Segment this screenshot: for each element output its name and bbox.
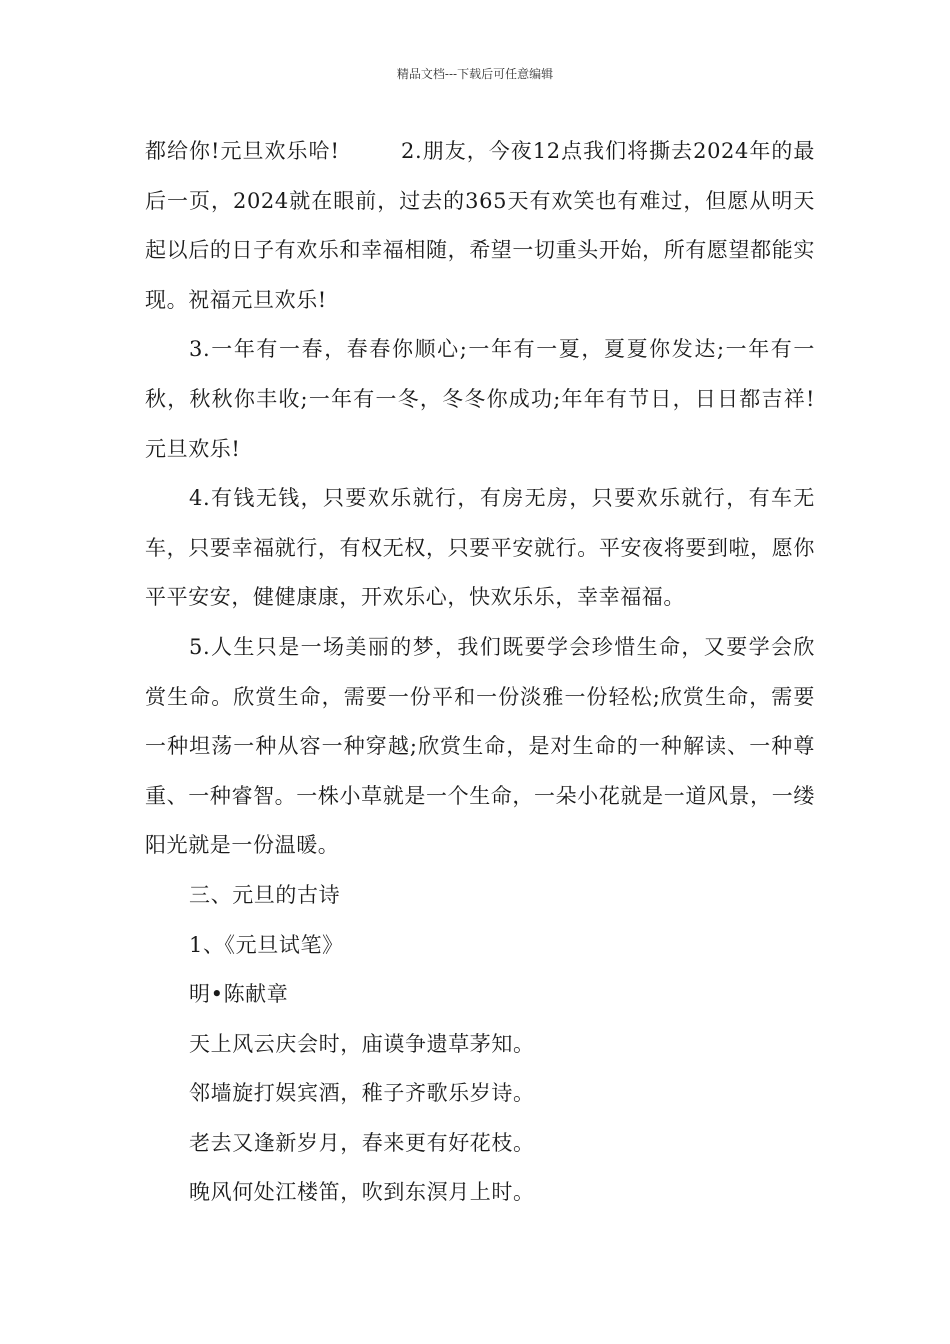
paragraph-continuation: 都给你!元旦欢乐哈! 2.朋友，今夜12点我们将撕去2024年的最后一页，2024就在眼前，过去的365天有欢笑也有难过，但愿从明天起以后的日子有欢乐和幸福相随，希望一切重头开始，所有愿望都能实现。祝福元旦欢乐!: [145, 139, 815, 312]
paragraph-greeting-5: 5.人生只是一场美丽的梦，我们既要学会珍惜生命，又要学会欣赏生命。欣赏生命，需要一份平和一份淡雅一份轻松;欣赏生命，需要一种坦荡一种从容一种穿越;欣赏生命，是对生命的一种解读、一种尊重、一种睿智。一株小草就是一个生命，一朵小花就是一道风景，一缕阳光就是一份温暖。: [145, 634, 815, 858]
section-heading: 三、元旦的古诗: [189, 882, 341, 907]
page-header: 精品文档---下载后可任意编辑: [396, 67, 554, 81]
poem-line: 天上风云庆会时，庙谟争遗草茅知。: [189, 1031, 535, 1056]
poem-line: 邻墙旋打娱宾酒，稚子齐歌乐岁诗。: [189, 1081, 535, 1106]
document-body: [145, 127, 815, 1218]
poem-author: 明•陈献章: [189, 982, 289, 1007]
poem-title: 1、《元旦试笔》: [189, 932, 344, 957]
paragraph-greeting-4: 4.有钱无钱，只要欢乐就行，有房无房，只要欢乐就行，有车无车，只要幸福就行，有权无权，只要平安就行。平安夜将要到啦，愿你平平安安，健健康康，开欢乐心，快欢乐乐，幸幸福福。: [145, 486, 815, 610]
poem-line: 晚风何处江楼笛，吹到东溟月上时。: [189, 1180, 535, 1205]
paragraph-greeting-3: 3.一年有一春，春春你顺心;一年有一夏，夏夏你发达;一年有一秋，秋秋你丰收;一年有一冬，冬冬你成功;年年有节日，日日都吉祥!元旦欢乐!: [145, 337, 815, 461]
poem-line: 老去又逢新岁月，春来更有好花枝。: [189, 1130, 535, 1155]
